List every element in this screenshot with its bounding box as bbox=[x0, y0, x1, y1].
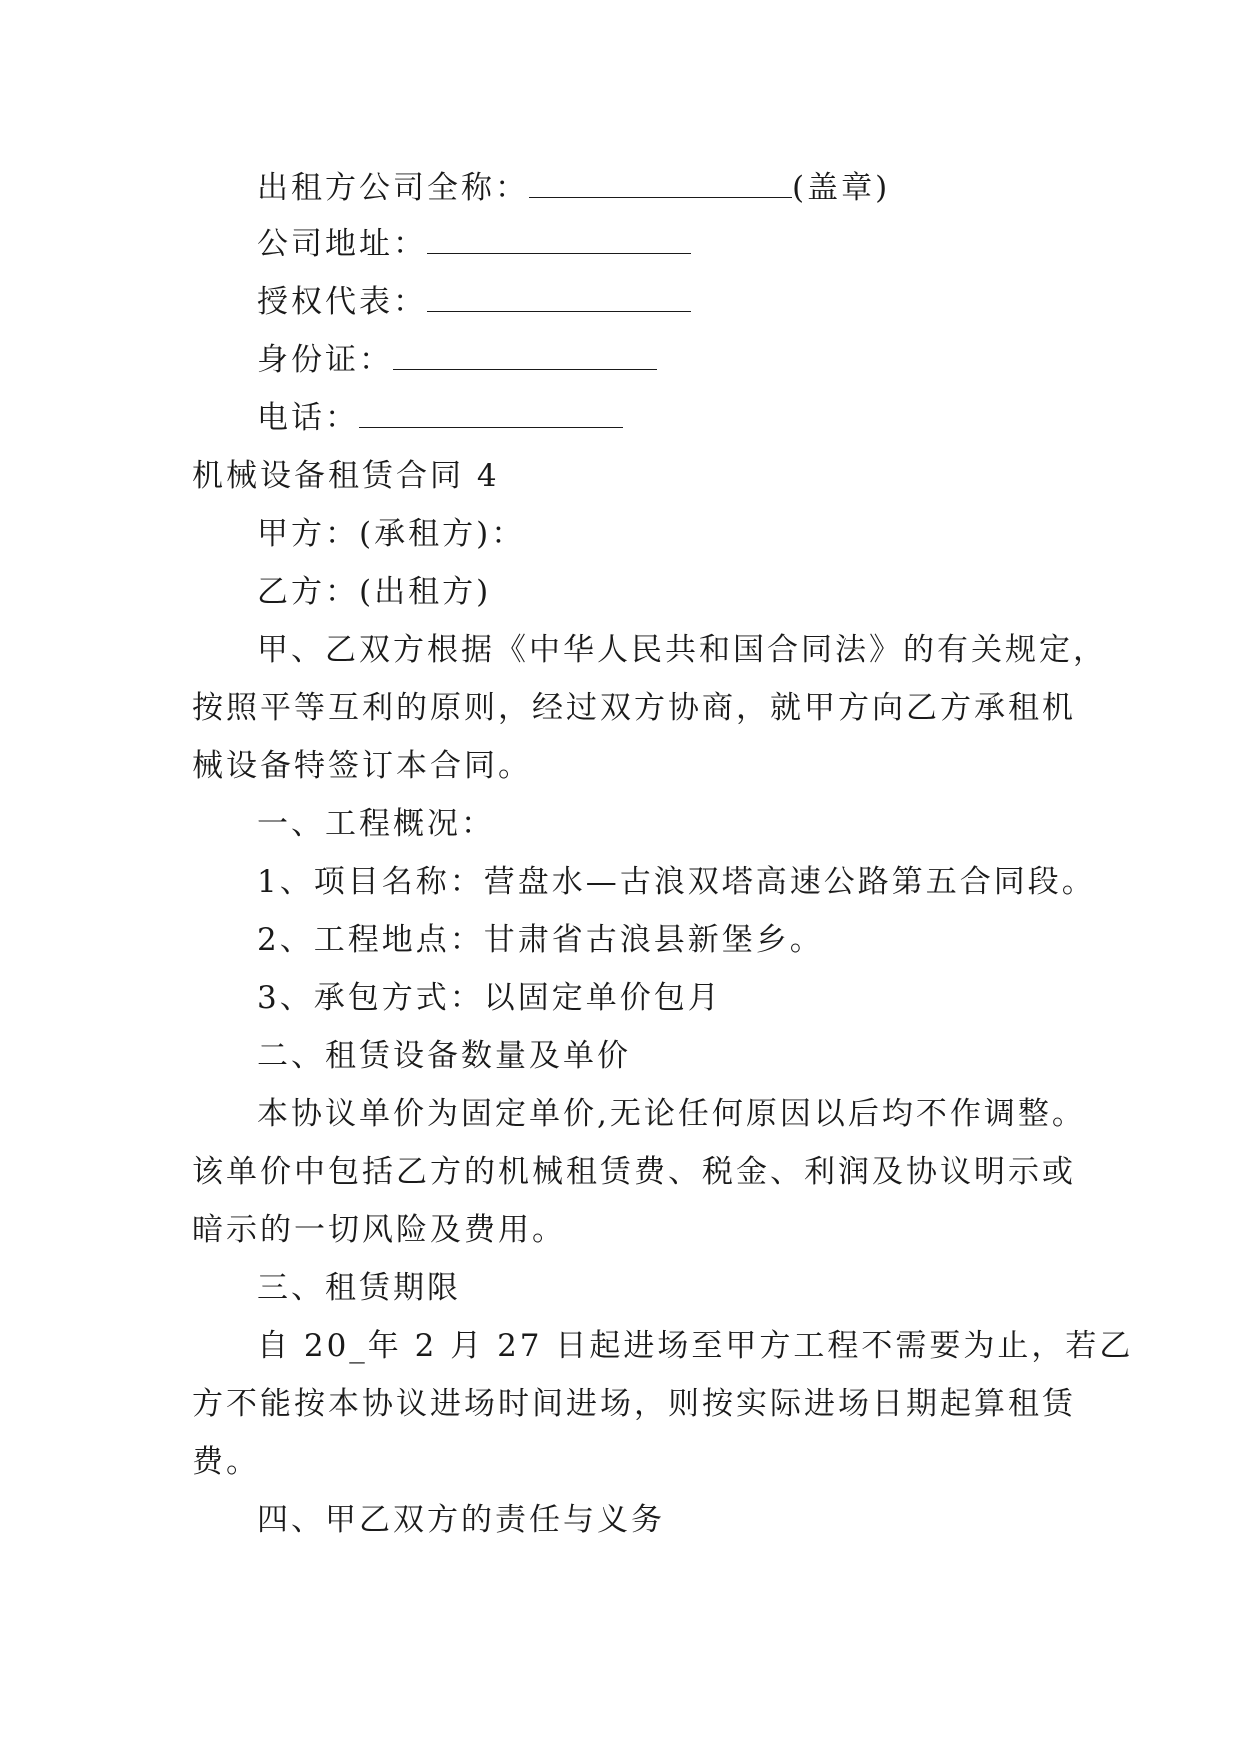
section3-body-line: 自 20_年 2 月 27 日起进场至甲方工程不需要为止，若乙 bbox=[257, 1328, 1134, 1364]
section3-heading: 三、租赁期限 bbox=[257, 1270, 461, 1306]
section1-heading: 一、工程概况： bbox=[257, 806, 495, 842]
phone-label: 电话： bbox=[257, 400, 359, 436]
address-blank bbox=[427, 227, 691, 254]
address-label: 公司地址： bbox=[257, 226, 427, 262]
preamble-line: 甲、乙双方根据《中华人民共和国合同法》的有关规定， bbox=[257, 632, 1107, 668]
phone-line bbox=[257, 398, 623, 438]
preamble-line: 按照平等互利的原则，经过双方协商，就甲方向乙方承租机 bbox=[192, 690, 1076, 726]
section1-item: 2、工程地点：甘肃省古浪县新堡乡。 bbox=[257, 922, 824, 958]
section2-body-line: 该单价中包括乙方的机械租赁费、税金、利润及协议明示或 bbox=[192, 1154, 1076, 1190]
company-seal-label: (盖章) bbox=[792, 170, 891, 206]
id-line bbox=[257, 340, 657, 380]
address-line bbox=[257, 224, 691, 264]
section1-item: 3、承包方式：以固定单价包月 bbox=[257, 980, 722, 1016]
company-name-line bbox=[257, 168, 890, 208]
section4-heading: 四、甲乙双方的责任与义务 bbox=[257, 1502, 665, 1538]
contract-title: 机械设备租赁合同 4 bbox=[192, 458, 500, 494]
party-b: 乙方：(出租方) bbox=[257, 574, 492, 610]
section3-body-line: 方不能按本协议进场时间进场，则按实际进场日期起算租赁 bbox=[192, 1386, 1076, 1422]
section2-heading: 二、租赁设备数量及单价 bbox=[257, 1038, 631, 1074]
section2-body-line: 本协议单价为固定单价,无论任何原因以后均不作调整。 bbox=[257, 1096, 1086, 1132]
representative-line bbox=[257, 282, 691, 322]
company-name-blank bbox=[529, 171, 792, 198]
representative-blank bbox=[427, 285, 691, 312]
preamble-line: 械设备特签订本合同。 bbox=[192, 748, 532, 784]
id-blank bbox=[393, 343, 657, 370]
representative-label: 授权代表： bbox=[257, 284, 427, 320]
party-a: 甲方：(承租方)： bbox=[257, 516, 526, 552]
section1-item: 1、项目名称：营盘水—古浪双塔高速公路第五合同段。 bbox=[257, 864, 1096, 900]
section2-body-line: 暗示的一切风险及费用。 bbox=[192, 1212, 566, 1248]
section3-body-line: 费。 bbox=[192, 1444, 260, 1480]
company-name-label: 出租方公司全称： bbox=[257, 170, 529, 206]
id-label: 身份证： bbox=[257, 342, 393, 378]
phone-blank bbox=[359, 401, 623, 428]
